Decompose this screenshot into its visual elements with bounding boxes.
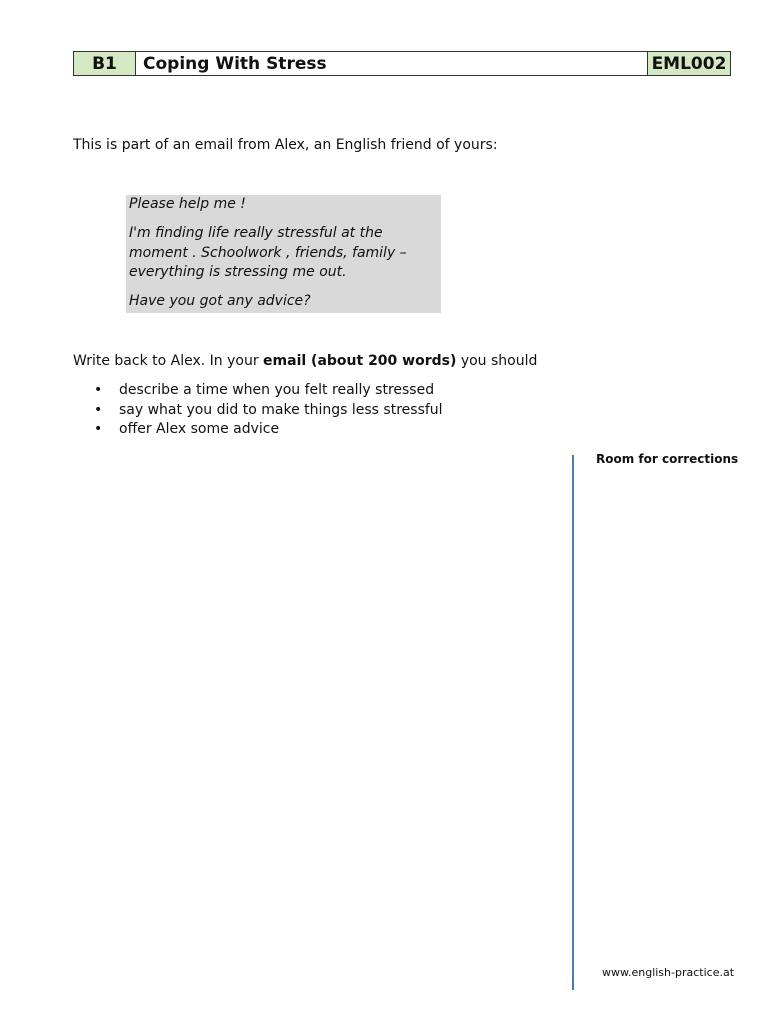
code-cell [648,52,730,75]
worksheet-title: Coping With Stress [143,53,327,74]
bullet-text: describe a time when you felt really stressed [119,382,435,398]
worksheet-header [73,51,731,76]
list-item [94,420,443,440]
email-line-2: I'm finding life really stressful at the moment . Schoolwork , friends, family – everything is stressing me out. [129,225,407,280]
task-bullet-list [94,381,443,440]
bullet-text: say what you did to make things less stressful [119,401,443,418]
bullet-text: offer Alex some advice [119,421,280,437]
bullet-icon: • [94,382,103,398]
level-cell [74,52,136,75]
corrections-label: Room for corrections [596,452,739,466]
footer-website: www.english-practice.at [602,966,735,979]
task-instructions [73,352,537,370]
email-excerpt-box [126,195,441,313]
intro-text: This is part of an email from Alex, an English friend of yours: [73,137,498,153]
email-line-3: Have you got any advice? [129,293,311,309]
title-cell [136,52,648,75]
email-line-1: Please help me ! [129,196,246,212]
task-bold: email (about 200 words) [263,353,457,369]
task-prefix: Write back to Alex. In your [73,353,264,369]
worksheet-code: EML002 [651,53,727,74]
level-label: B1 [92,53,117,74]
bullet-icon: • [94,401,103,418]
corrections-divider [572,455,574,990]
list-item [94,401,443,421]
task-suffix: you should [456,353,538,369]
list-item [94,381,443,401]
bullet-icon: • [94,421,103,437]
